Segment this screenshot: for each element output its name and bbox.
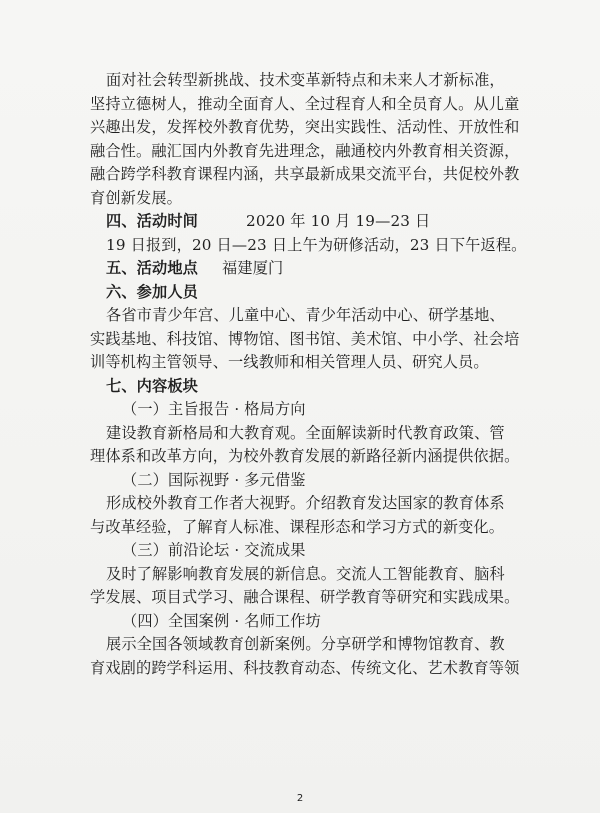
subsection-title: （一）主旨报告 · 格局方向 — [122, 400, 306, 418]
text-line: 融合跨学科教育课程内涵，共享最新成果交流平台，共促校外教 — [90, 165, 520, 183]
subsection-title: （三）前沿论坛 · 交流成果 — [122, 541, 306, 559]
text-line: 与改革经验，了解育人标准、课程形态和学习方式的新变化。 — [90, 517, 505, 536]
section-heading: 六、参加人员 — [106, 282, 199, 301]
page-number: 2 — [296, 793, 304, 804]
section-heading: 五、活动地点 — [106, 259, 199, 277]
text-line: 育戏剧的跨学科运用、科技教育动态、传统文化、艺术教育等领 — [90, 658, 520, 677]
text-line: 建设教育新格局和大教育观。全面解读新时代教育政策、管 — [106, 423, 505, 442]
activity-detail: 19 日报到，20 日—23 日上午为研修活动，23 日下午返程。 — [106, 235, 527, 254]
document-body — [90, 69, 530, 680]
text-line: 理体系和改革方向，为校外教育发展的新路径新内涵提供依据。 — [90, 447, 520, 465]
text-line: 展示全国各领域教育创新案例。分享研学和博物馆教育、教 — [106, 635, 505, 653]
section-4-row — [90, 210, 530, 234]
subsection-title: （二）国际视野 · 多元借鉴 — [122, 470, 306, 489]
text-line: 形成校外教育工作者大视野。介绍教育发达国家的教育体系 — [106, 494, 505, 512]
text-line: 学发展、项目式学习、融合课程、研学教育等研究和实践成果。 — [90, 588, 520, 606]
subsection-title: （四）全国案例 · 名师工作坊 — [122, 611, 321, 630]
activity-date: 2020 年 10 月 19—23 日 — [246, 212, 431, 230]
text-line: 及时了解影响教育发展的新信息。交流人工智能教育、脑科 — [106, 564, 505, 583]
activity-location: 福建厦门 — [222, 259, 284, 277]
text-line: 兴趣出发，发挥校外教育优势，突出实践性、活动性、开放性和 — [90, 118, 520, 136]
text-line: 实践基地、科技馆、博物馆、图书馆、美术馆、中小学、社会培 — [90, 329, 520, 348]
section-heading: 七、内容板块 — [106, 376, 199, 395]
text-line: 训等机构主管领导、一线教师和相关管理人员、研究人员。 — [90, 353, 489, 371]
section-5-row — [90, 257, 530, 281]
text-line: 融合性。融汇国内外教育先进理念，融通校内外教育相关资源， — [90, 141, 520, 160]
text-line: 面对社会转型新挑战、技术变革新特点和未来人才新标准， — [106, 71, 505, 89]
text-line: 育创新发展。 — [90, 188, 183, 207]
text-line: 坚持立德树人，推动全面育人、全过程育人和全员育人。从儿童 — [90, 94, 520, 113]
section-heading: 四、活动时间 — [106, 212, 199, 230]
text-line: 各省市青少年宫、儿童中心、青少年活动中心、研学基地、 — [106, 306, 505, 324]
